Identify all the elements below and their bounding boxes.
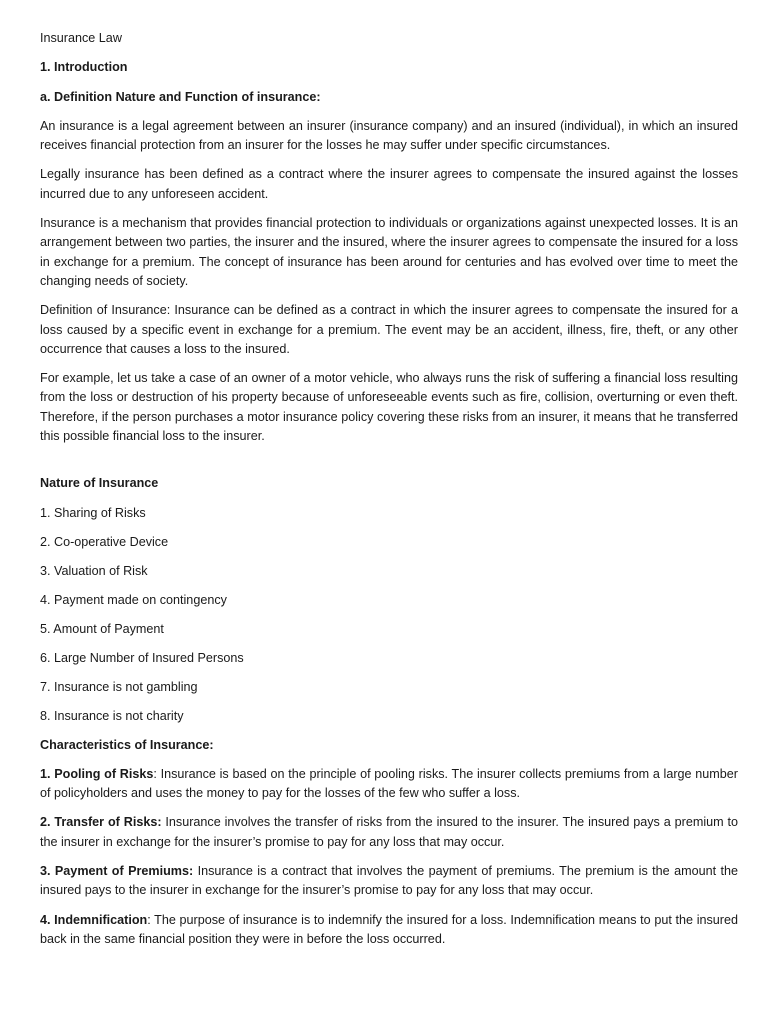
characteristic-term: 3. Payment of Premiums: xyxy=(40,864,194,878)
paragraph: Legally insurance has been defined as a contract where the insurer agrees to compensate the insured against the losses incurred due to any unforeseen accident. xyxy=(40,167,738,201)
characteristic-term: 1. Pooling of Risks xyxy=(40,766,154,781)
characteristic-text: Insurance is a contract that involves the payment of premiums. The premium is the amount the insured pays to the insurer in exchange for the insurer’s promise to pay for any loss that may occur. xyxy=(40,864,738,898)
characteristic-item xyxy=(40,765,738,804)
characteristic-text: : The purpose of insurance is to indemnify the insured for a loss. Indemnification means to put the insured back in the same financial position they were in before the loss occurred. xyxy=(40,912,738,946)
subsection-heading-definition: a. Definition Nature and Function of insurance: xyxy=(40,89,321,104)
nature-list-item: 8. Insurance is not charity xyxy=(40,708,184,723)
characteristic-item xyxy=(40,911,738,950)
document-title: Insurance Law xyxy=(40,31,122,45)
nature-list-item: 1. Sharing of Risks xyxy=(40,505,146,520)
characteristic-item xyxy=(40,862,738,901)
nature-list-item: 2. Co-operative Device xyxy=(40,534,169,549)
nature-heading: Nature of Insurance xyxy=(40,476,159,491)
characteristic-term: 4. Indemnification xyxy=(40,912,148,927)
characteristic-item xyxy=(40,813,738,852)
paragraph: An insurance is a legal agreement between an insurer (insurance company) and an insured (individual), in which an insured receives financial protection from an insurer for the losses he may suffer under specific circumstances. xyxy=(40,118,738,153)
characteristics-heading: Characteristics of Insurance: xyxy=(40,737,214,752)
section-heading-introduction: 1. Introduction xyxy=(40,60,128,75)
characteristic-text: Insurance involves the transfer of risks from the insured to the insurer. The insured pays a premium to the insurer in exchange for the insurer’s promise to pay for any loss that may occur. xyxy=(40,815,738,849)
characteristic-text: : Insurance is based on the principle of pooling risks. The insurer collects premiums from a large number of policyholders and uses the money to pay for the losses of the few who suffer a loss. xyxy=(40,766,738,801)
nature-list-item: 7. Insurance is not gambling xyxy=(40,679,198,694)
characteristic-term: 2. Transfer of Risks: xyxy=(40,815,162,830)
document-page xyxy=(40,29,738,959)
paragraph: Definition of Insurance: Insurance can be defined as a contract in which the insurer agrees to compensate the insured for a loss caused by a specific event in exchange for a premium. The event may be an accident, illness, fire, theft, or any other occurrence that causes a loss to the insured. xyxy=(40,303,738,356)
nature-list-item: 5. Amount of Payment xyxy=(40,621,164,636)
nature-list-item: 6. Large Number of Insured Persons xyxy=(40,650,244,665)
nature-list-item: 4. Payment made on contingency xyxy=(40,592,227,607)
nature-list-item: 3. Valuation of Risk xyxy=(40,563,148,578)
paragraph: For example, let us take a case of an owner of a motor vehicle, who always runs the risk of suffering a financial loss resulting from the loss or destruction of his property because of unforeseeable events such as fire, collision, overturning or even theft. Therefore, if the person purchases a motor insurance policy covering these risks from an insurer, it means that he transferred this possible financial loss to the insurer. xyxy=(40,371,738,444)
paragraph: Insurance is a mechanism that provides financial protection to individuals or organizations against unexpected losses. It is an arrangement between two parties, the insurer and the insured, where the insurer agrees to compensate the insured for a loss in exchange for a premium. The concept of insurance has been around for centuries and has evolved over time to meet the changing needs of society. xyxy=(40,216,738,288)
